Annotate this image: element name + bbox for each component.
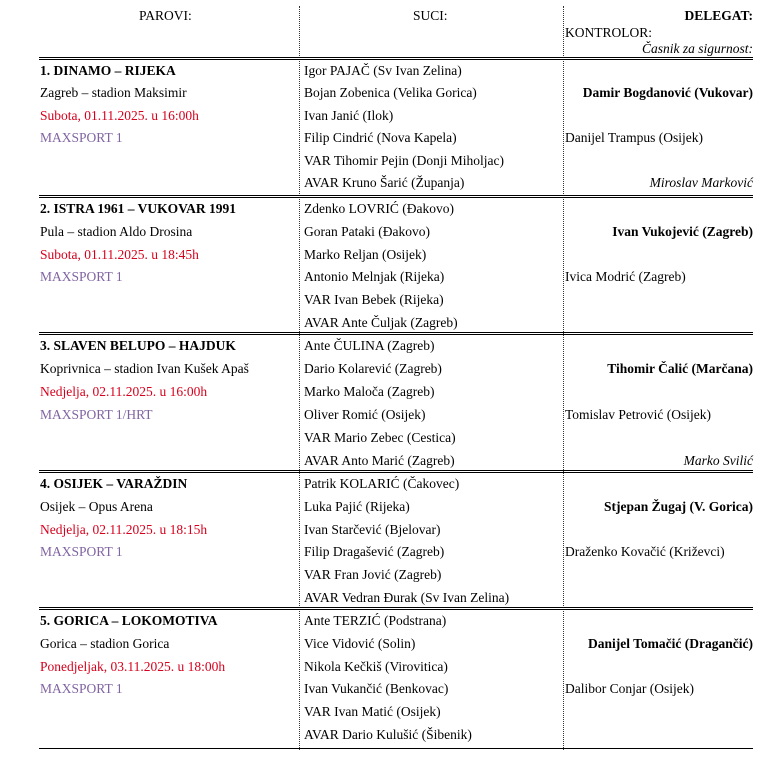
referee-item: Dario Kolarević (Zagreb): [304, 361, 442, 376]
referee-item: VAR Tihomir Pejin (Donji Miholjac): [304, 152, 505, 168]
match-date: Nedjelja, 02.11.2025. u 16:00h: [40, 384, 208, 399]
referee-item: Ivan Janić (Ilok): [304, 107, 394, 123]
referee-item: AVAR Ante Čuljak (Zagreb): [304, 315, 458, 330]
column-separator-left: [299, 6, 300, 750]
match-venue: Pula – stadion Aldo Drosina: [40, 223, 193, 239]
referee-item: AVAR Dario Kulušić (Šibenik): [304, 727, 472, 742]
match-separator: [39, 607, 753, 610]
referee-item: Goran Pataki (Đakovo): [304, 223, 430, 239]
referee-item: Patrik KOLARIĆ (Čakovec): [304, 476, 460, 491]
referee-item: VAR Ivan Bebek (Rijeka): [304, 292, 444, 308]
match-delegat: Danijel Tomačić (Dragančić): [588, 635, 753, 651]
match-tv: MAXSPORT 1: [40, 269, 123, 285]
header-suci: SUCI:: [413, 8, 448, 23]
referee-item: Igor PAJAČ (Sv Ivan Zelina): [304, 63, 462, 78]
match-delegat: Tihomir Čalić (Marčana): [607, 361, 753, 376]
referee-item: Antonio Melnjak (Rijeka): [304, 269, 445, 285]
match-date: Subota, 01.11.2025. u 18:45h: [40, 246, 199, 262]
table-bottom-line: [39, 748, 753, 749]
match-delegat: Damir Bogdanović (Vukovar): [582, 85, 753, 101]
match-delegat: Ivan Vukojević (Zagreb): [612, 223, 753, 239]
match-title: 3. SLAVEN BELUPO – HAJDUK: [40, 338, 236, 353]
referee-item: VAR Fran Jović (Zagreb): [304, 567, 442, 583]
match-tv: MAXSPORT 1/HRT: [40, 407, 153, 422]
match-title: 5. GORICA – LOKOMOTIVA: [40, 613, 218, 628]
match-title: 2. ISTRA 1961 – VUKOVAR 1991: [40, 201, 237, 216]
referee-item: VAR Mario Zebec (Cestica): [304, 430, 456, 445]
referee-item: Vice Vidović (Solin): [304, 635, 416, 651]
match-kontrolor: Draženko Kovačić (Križevci): [565, 544, 725, 560]
match-title: 1. DINAMO – RIJEKA: [40, 63, 176, 78]
match-delegat: Stjepan Žugaj (V. Gorica): [603, 498, 753, 514]
header-casnik: Časnik za sigurnost:: [641, 41, 753, 56]
header-parovi: PAROVI:: [139, 8, 192, 23]
match-separator: [39, 332, 753, 335]
referee-item: AVAR Vedran Đurak (Sv Ivan Zelina): [304, 590, 510, 605]
match-kontrolor: Danijel Trampus (Osijek): [565, 130, 703, 146]
match-date: Nedjelja, 02.11.2025. u 18:15h: [40, 521, 208, 537]
header-kontrolor: KONTROLOR:: [565, 25, 652, 40]
match-casnik: Miroslav Marković: [649, 175, 753, 190]
match-tv: MAXSPORT 1: [40, 544, 123, 560]
referee-item: Oliver Romić (Osijek): [304, 407, 426, 422]
match-kontrolor: Dalibor Conjar (Osijek): [565, 681, 694, 697]
referee-item: Ivan Starčević (Bjelovar): [304, 521, 441, 537]
match-date: Subota, 01.11.2025. u 16:00h: [40, 107, 199, 123]
referee-item: Ante TERZIĆ (Podstrana): [304, 613, 447, 628]
referee-item: Filip Cindrić (Nova Kapela): [304, 130, 457, 146]
match-title: 4. OSIJEK – VARAŽDIN: [40, 476, 188, 491]
referee-item: Ivan Vukančić (Benkovac): [304, 681, 449, 697]
match-kontrolor: Tomislav Petrović (Osijek): [565, 407, 712, 422]
header-delegat: DELEGAT:: [684, 8, 753, 23]
match-venue: Zagreb – stadion Maksimir: [40, 85, 187, 101]
match-venue: Osijek – Opus Arena: [40, 498, 153, 514]
referee-item: Filip Dragašević (Zagreb): [304, 544, 445, 560]
referee-item: Luka Pajić (Rijeka): [304, 498, 410, 514]
match-separator: [39, 195, 753, 198]
referee-item: Marko Reljan (Osijek): [304, 246, 427, 262]
match-venue: Koprivnica – stadion Ivan Kušek Apaš: [40, 361, 249, 376]
referee-item: AVAR Kruno Šarić (Županja): [304, 175, 465, 190]
referee-item: Nikola Kečkiš (Virovitica): [304, 658, 448, 674]
match-separator: [39, 57, 753, 60]
match-kontrolor: Ivica Modrić (Zagreb): [565, 269, 686, 285]
match-date: Ponedjeljak, 03.11.2025. u 18:00h: [40, 658, 226, 674]
match-casnik: Marko Svilić: [683, 453, 753, 468]
match-separator: [39, 470, 753, 473]
referee-item: AVAR Anto Marić (Zagreb): [304, 453, 455, 468]
referee-item: Bojan Zobenica (Velika Gorica): [304, 85, 477, 101]
referee-item: Zdenko LOVRIĆ (Đakovo): [304, 201, 454, 216]
referee-item: VAR Ivan Matić (Osijek): [304, 704, 441, 720]
match-venue: Gorica – stadion Gorica: [40, 635, 170, 651]
match-tv: MAXSPORT 1: [40, 681, 123, 697]
referee-item: Marko Maloča (Zagreb): [304, 384, 435, 399]
match-tv: MAXSPORT 1: [40, 130, 123, 146]
referee-item: Ante ČULINA (Zagreb): [304, 338, 435, 353]
